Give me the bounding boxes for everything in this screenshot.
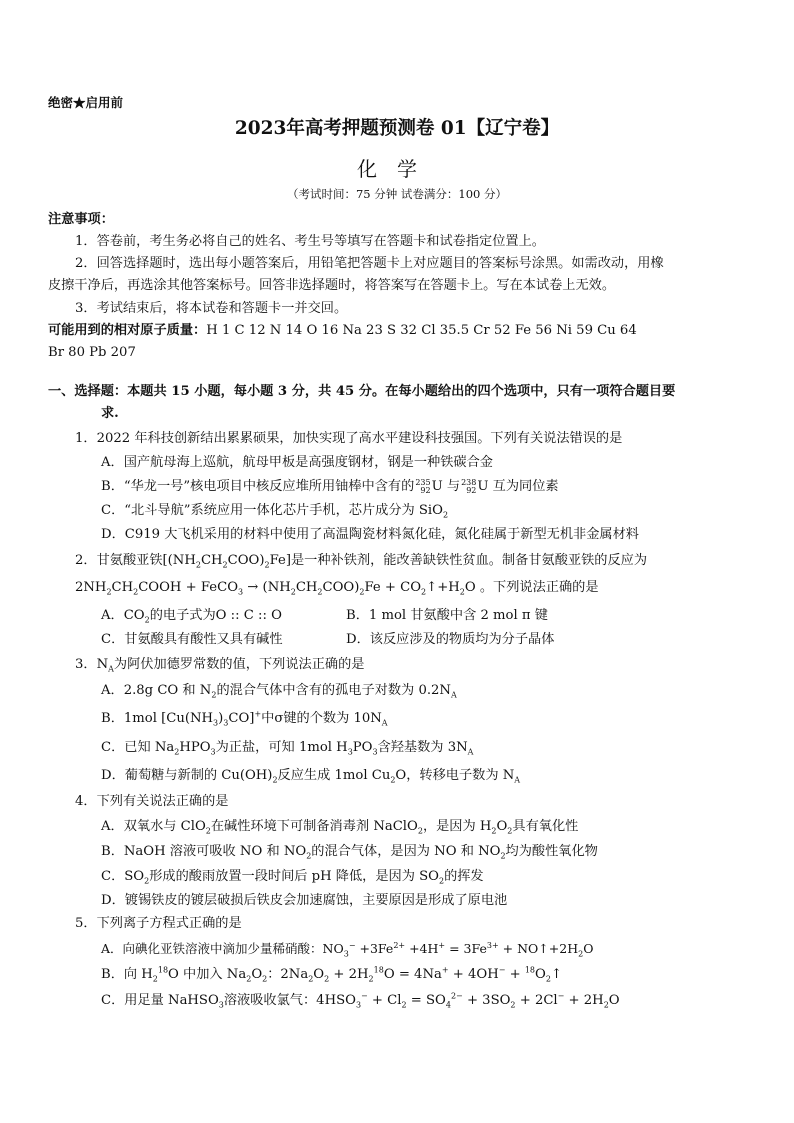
question-5-option-c: C．用足量 NaHSO$_3$溶液吸收氯气：$4HSO_3^- + Cl_2 = SO_4^{2-} + 3SO_2 + 2Cl^- + 2H_2O$	[101, 991, 620, 1010]
question-4-stem: 4．下列有关说法正确的是	[75, 794, 229, 809]
question-5-option-a: A．向碘化亚铁溶液中滴加少量稀硝酸：$NO_3^- +3Fe^{2+} +4H^+ = 3Fe^{3+}$ + $NO↑+2H_2O$	[101, 940, 594, 959]
question-1-stem: 1．2022 年科技创新结出累累硕果，加快实现了高水平建设科技强国。下列有关说法错误的是	[75, 431, 623, 446]
notice-item-3: 3．考试结束后，将本试卷和答题卡一并交回。	[75, 301, 348, 316]
confidential-label: 绝密★启用前	[48, 95, 124, 110]
atomic-mass-values: H 1 C 12 N 14 O 16 Na 23 S 32 Cl 35.5 Cr 52 Fe 56 Ni 59 Cu 64	[206, 323, 637, 338]
subject-title: 化学	[357, 157, 437, 181]
exam-title: 2023年高考押题预测卷 01【辽宁卷】	[234, 118, 560, 139]
question-2-option-c: C．甘氨酸具有酸性又具有碱性	[101, 632, 283, 647]
exam-time-info: （考试时间：75 分钟 试卷满分：100 分）	[286, 187, 508, 201]
question-1-option-a: A．国产航母海上巡航，航母甲板是高强度钢材，钢是一种铁碳合金	[101, 455, 493, 470]
question-4-option-b: B．NaOH 溶液可吸收 NO 和 $NO_2$的混合气体，是因为 NO 和 $NO_2$均为酸性氧化物	[101, 844, 598, 861]
question-3-option-c: C．已知 $Na_2HPO_3$为正盐，可知 1mol $H_3PO_3$含羟基数为 $3N_A$	[101, 740, 474, 757]
question-4-option-d: D．镀锡铁皮的镀层破损后铁皮会加速腐蚀，主要原因是形成了原电池	[101, 893, 508, 908]
question-3-stem: 3．$N_A$为阿伏加德罗常数的值，下列说法正确的是	[75, 657, 365, 674]
question-5-stem: 5．下列离子方程式正确的是	[75, 916, 242, 931]
notice-item-2a: 2．回答选择题时，选出每小题答案后，用铅笔把答题卡上对应题目的答案标号涂黑。如需改动，用橡	[75, 256, 664, 271]
notice-item-1: 1．答卷前，考生务必将自己的姓名、考生号等填写在答题卡和试卷指定位置上。	[75, 234, 545, 249]
atomic-mass-line-2: Br 80 Pb 207	[48, 345, 136, 360]
question-3-option-d: D．葡萄糖与新制的 $Cu(OH)_2$反应生成 1mol $Cu_2O$，转移电子数为 $N_A$	[101, 768, 521, 785]
atomic-mass-label: 可能用到的相对原子质量：	[48, 323, 207, 338]
question-3-option-a: A．2.8g CO 和 $N_2$的混合气体中含有的孤电子对数为 $0.2N_A$	[101, 683, 457, 700]
notice-heading: 注意事项：	[48, 212, 114, 227]
question-1-option-d: D．C919 大飞机采用的材料中使用了高温陶瓷材料氮化硅，氮化硅属于新型无机非金属材料	[101, 527, 639, 542]
question-4-option-a: A．双氧水与 ClO$_2$在碱性环境下可制备消毒剂 NaClO$_2$，是因为 $H_2O_2$具有氧化性	[101, 819, 579, 836]
question-2-stem: 2．甘氨酸亚铁$[(NH_2CH_2COO)_2Fe]$是一种补铁剂，能改善缺铁性贫血。制备甘氨酸亚铁的反应为	[75, 553, 648, 570]
question-4-option-c: C．$SO_2$形成的酸雨放置一段时间后 pH 降低，是因为 $SO_2$的挥发	[101, 869, 484, 886]
atomic-mass-line-1	[48, 322, 637, 340]
question-2-equation: $2NH_2CH_2COOH$ + FeCO$_3$ → $(NH_2CH_2COO)_2Fe$ + $CO_2↑+H_2O$ 。下列说法正确的是	[75, 580, 599, 597]
question-3-option-b: B．1mol $[Cu(NH_3)_3CO]^+$中σ键的个数为 $10N_A$	[101, 709, 388, 728]
question-1-option-b: B．“华龙一号”核电项目中核反应堆所用铀棒中含有的 235 92 U 与 238 92 U 互为同位素	[101, 477, 559, 495]
notice-item-2b: 皮擦干净后，再选涂其他答案标号。回答非选择题时，将答案写在答题卡上。写在本试卷上无效。	[48, 278, 616, 293]
question-1-option-c: C．“北斗导航”系统应用一体化芯片手机，芯片成分为 SiO$_2$	[101, 503, 449, 520]
question-2-option-a: A．$CO_2$的电子式为O :: C :: O	[101, 608, 282, 625]
question-5-option-b: B．向 $H_2^{18}O$ 中加入 $Na_2O_2$：$2Na_2O_2 + 2H_2^{18}O = 4Na^+ + 4OH^-$ + $^{18}O_2↑$	[101, 965, 562, 984]
question-2-option-b: B．1 mol 甘氨酸中含 2 mol π 键	[346, 608, 548, 623]
section-heading-cont: 求.	[101, 406, 119, 421]
section-heading: 一、选择题：本题共 15 小题，每小题 3 分，共 45 分。在每小题给出的四个选项中，只有一项符合题目要	[48, 384, 676, 399]
question-2-option-d: D．该反应涉及的物质均为分子晶体	[346, 632, 555, 647]
